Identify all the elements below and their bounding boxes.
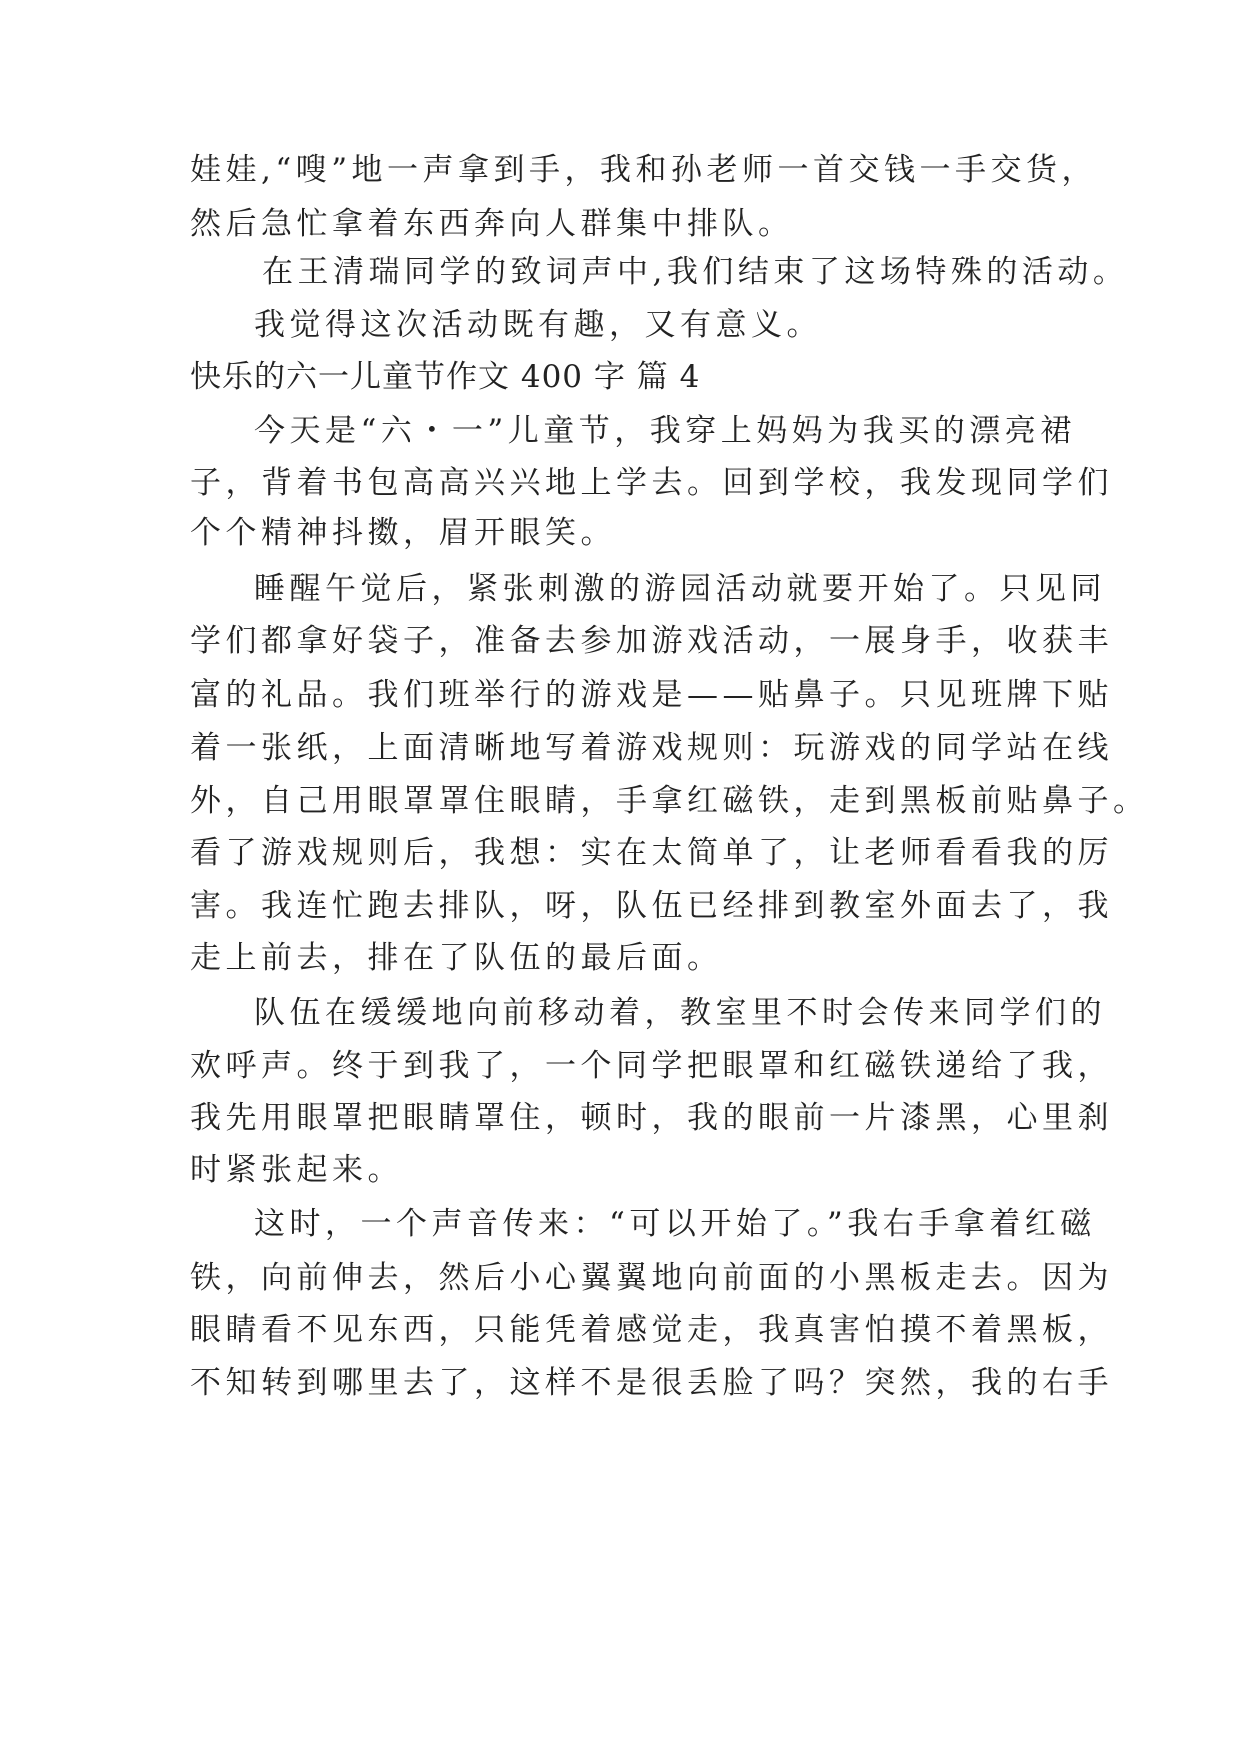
- text-line: 富的礼品。我们班举行的游戏是——贴鼻子。只见班牌下贴: [190, 677, 1113, 713]
- text-line: 不知转到哪里去了，这样不是很丢脸了吗？突然，我的右手: [190, 1365, 1113, 1401]
- paragraph-first-line: 队伍在缓缓地向前移动着，教室里不时会传来同学们的: [254, 995, 1106, 1031]
- paragraph-first-line: 睡醒午觉后，紧张刺激的游园活动就要开始了。只见同: [254, 571, 1106, 607]
- paragraph-first-line: 我觉得这次活动既有趣，又有意义。: [254, 307, 822, 343]
- text-line: 眼睛看不见东西，只能凭着感觉走，我真害怕摸不着黑板，: [190, 1312, 1113, 1348]
- text-line: 我先用眼罩把眼睛罩住，顿时，我的眼前一片漆黑，心里刹: [190, 1100, 1113, 1136]
- text-line: 外，自己用眼罩罩住眼睛，手拿红磁铁，走到黑板前贴鼻子。: [190, 783, 1149, 819]
- text-line: 害。我连忙跑去排队，呀，队伍已经排到教室外面去了，我: [190, 888, 1113, 924]
- text-line: 然后急忙拿着东西奔向人群集中排队。: [190, 206, 794, 242]
- text-line: 着一张纸，上面清晰地写着游戏规则：玩游戏的同学站在线: [190, 730, 1113, 766]
- text-line: 学们都拿好袋子，准备去参加游戏活动，一展身手，收获丰: [190, 623, 1113, 659]
- text-line: 个个精神抖擞，眉开眼笑。: [190, 515, 616, 551]
- text-line: 走上前去，排在了队伍的最后面。: [190, 940, 723, 976]
- text-line: 欢呼声。终于到我了，一个同学把眼罩和红磁铁递给了我，: [190, 1048, 1113, 1084]
- text-line: 娃娃,“嗖”地一声拿到手，我和孙老师一首交钱一手交货，: [190, 152, 1098, 188]
- text-line: 铁，向前伸去，然后小心翼翼地向前面的小黑板走去。因为: [190, 1260, 1113, 1296]
- text-line: 时紧张起来。: [190, 1152, 403, 1188]
- section-heading: 快乐的六一儿童节作文 400 字 篇 4: [190, 359, 701, 395]
- text-line: 子，背着书包高高兴兴地上学去。回到学校，我发现同学们: [190, 465, 1113, 501]
- paragraph-first-line: 今天是“六・一”儿童节，我穿上妈妈为我买的漂亮裙: [254, 413, 1076, 449]
- paragraph-first-line: 这时，一个声音传来：“可以开始了。”我右手拿着红磁: [254, 1206, 1096, 1242]
- paragraph-first-line: 在王清瑞同学的致词声中,我们结束了这场特殊的活动。: [262, 254, 1129, 290]
- text-line: 看了游戏规则后，我想：实在太简单了，让老师看看我的厉: [190, 835, 1113, 871]
